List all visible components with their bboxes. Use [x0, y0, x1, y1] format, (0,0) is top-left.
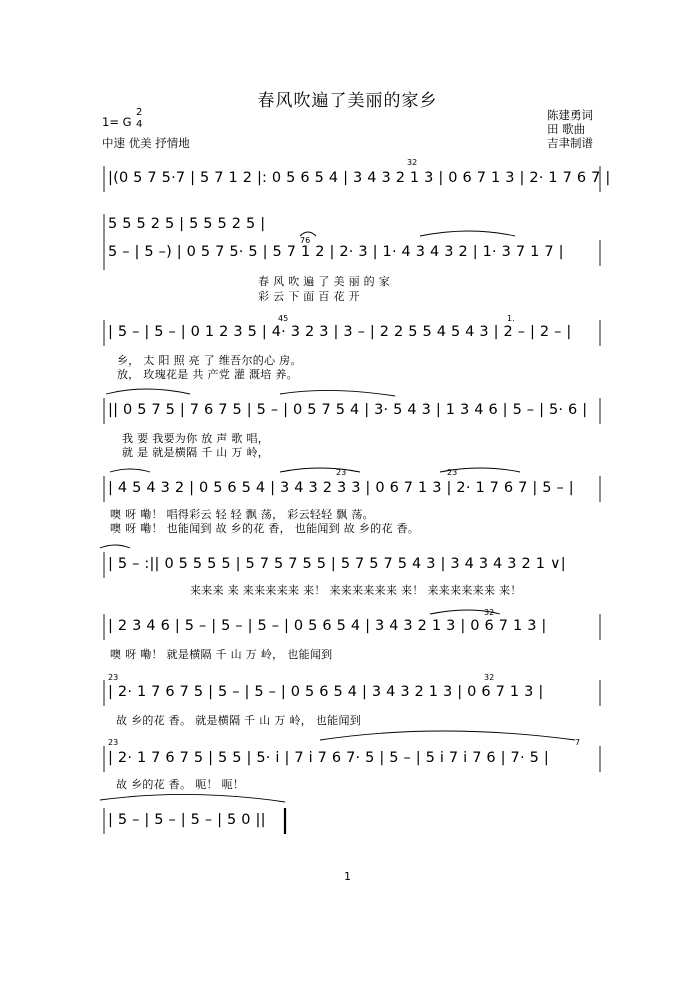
system-2-upper-notes: 5 5 5 2 5 | 5 5 5 2 5 |: [108, 216, 266, 232]
system-3-notes: | 5 – | 5 – | 0 1 2 3 5 | 4· 3 2 3 | 3 – | 2 2 5 5 4 5 4 3 | 2 – | 2 – |: [108, 324, 572, 340]
system-8-grace-note-1: 23: [108, 673, 119, 682]
system-4-lyrics-verse-1: 我 要 我要为你 放 声 歌 唱，: [122, 432, 270, 445]
system-5-notes: | 4 5 4 3 2 | 0 5 6 5 4 | 3 4 3 2 3 3 | 0 6 7 1 3 | 2· 1 7 6 7 | 5 – |: [108, 480, 574, 496]
system-3-lyrics-verse-2: 放， 玫瑰花是 共 产党 灌 溉培 养。: [117, 368, 298, 381]
system-8-notes: | 2· 1 7 6 7 5 | 5 – | 5 – | 0 5 6 5 4 | 3 4 3 2 1 3 | 0 6 7 1 3 |: [108, 684, 544, 700]
system-9-notes: | 2· 1 7 6 7 5 | 5 5 | 5· i | 7 i 7 6 7· 5 | 5 – | 5 i 7 i 7 6 | 7· 5 |: [108, 750, 549, 766]
system-7-grace-note: 32: [484, 608, 495, 617]
song-title: 春风吹遍了美丽的家乡: [257, 91, 438, 111]
system-1-notes: |(0 5 7 5·7 | 5 7 1 2 |: 0 5 6 5 4 | 3 4 3 2 1 3 | 0 6 7 1 3 | 2· 1 7 6 7 |: [108, 170, 611, 186]
system-3-volta-mark: 1.: [507, 314, 515, 323]
system-5-grace-note-1: 23: [336, 468, 347, 477]
system-8-lyrics: 故 乡的花 香。 就是横隔 千 山 万 岭， 也能闻到: [116, 714, 362, 727]
system-6-lyrics: 来来来 来 来来来来来 来！ 来来来来来来 来！ 来来来来来来 来！: [190, 584, 522, 597]
tempo-marking: 中速 优美 抒情地: [102, 136, 190, 150]
system-4-lyrics-verse-2: 就 是 就是横隔 千 山 万 岭，: [122, 446, 270, 459]
system-5-lyrics-verse-1: 噢 呀 嘞！ 唱得彩云 轻 轻 飘 荡， 彩云轻轻 飘 荡。: [110, 508, 374, 521]
lyricist-credit: 陈建勇词: [547, 108, 593, 122]
key-signature: 1= G: [102, 115, 132, 129]
system-8-grace-note-2: 32: [484, 673, 495, 682]
composer-credit: 田 歌曲: [547, 122, 586, 136]
system-9-lyrics: 故 乡的花 香。 呃！ 呃！: [116, 778, 245, 791]
system-9-grace-note-1: 23: [108, 738, 119, 747]
system-1-grace-note: 32: [407, 158, 418, 167]
system-3-grace-note: 45: [278, 314, 289, 323]
system-7-notes: | 2 3 4 6 | 5 – | 5 – | 5 – | 0 5 6 5 4 | 3 4 3 2 1 3 | 0 6 7 1 3 |: [108, 618, 547, 634]
system-2-grace-note: 76: [300, 236, 311, 245]
system-2-notes: 5 – | 5 –) | 0 5 7 5· 5 | 5 7 1 2 | 2· 3 | 1· 4 3 4 3 2 | 1· 3 7 1 7 |: [108, 244, 564, 260]
system-5-grace-note-2: 23: [447, 468, 458, 477]
time-signature-numerator: 2: [136, 107, 143, 118]
page-number: 1: [344, 870, 351, 883]
system-7-lyrics: 噢 呀 嘞！ 就是横隔 千 山 万 岭， 也能闻到: [110, 648, 333, 661]
arranger-credit: 吉聿制谱: [547, 136, 593, 150]
system-9-grace-note-2: 7: [575, 738, 581, 747]
system-5-lyrics-verse-2: 噢 呀 嘞！ 也能闻到 故 乡的花 香， 也能闻到 故 乡的花 香。: [110, 522, 420, 535]
system-6-notes: | 5 – :|| 0 5 5 5 5 | 5 7 5 7 5 5 | 5 7 5 7 5 4 3 | 3 4 3 4 3 2 1 ∨|: [108, 556, 566, 572]
system-4-notes: || 0 5 7 5 | 7 6 7 5 | 5 – | 0 5 7 5 4 | 3· 5 4 3 | 1 3 4 6 | 5 – | 5· 6 |: [108, 402, 588, 418]
system-10-notes: | 5 – | 5 – | 5 – | 5 0 ||: [108, 812, 266, 828]
system-3-lyrics-verse-1: 乡， 太 阳 照 亮 了 维吾尔的心 房。: [117, 354, 302, 367]
system-2-lyrics-verse-1: 春 风 吹 遍 了 美 丽 的 家: [258, 275, 391, 288]
time-signature-denominator: 4: [136, 119, 143, 130]
system-2-lyrics-verse-2: 彩 云 下 面 百 花 开: [258, 290, 360, 303]
